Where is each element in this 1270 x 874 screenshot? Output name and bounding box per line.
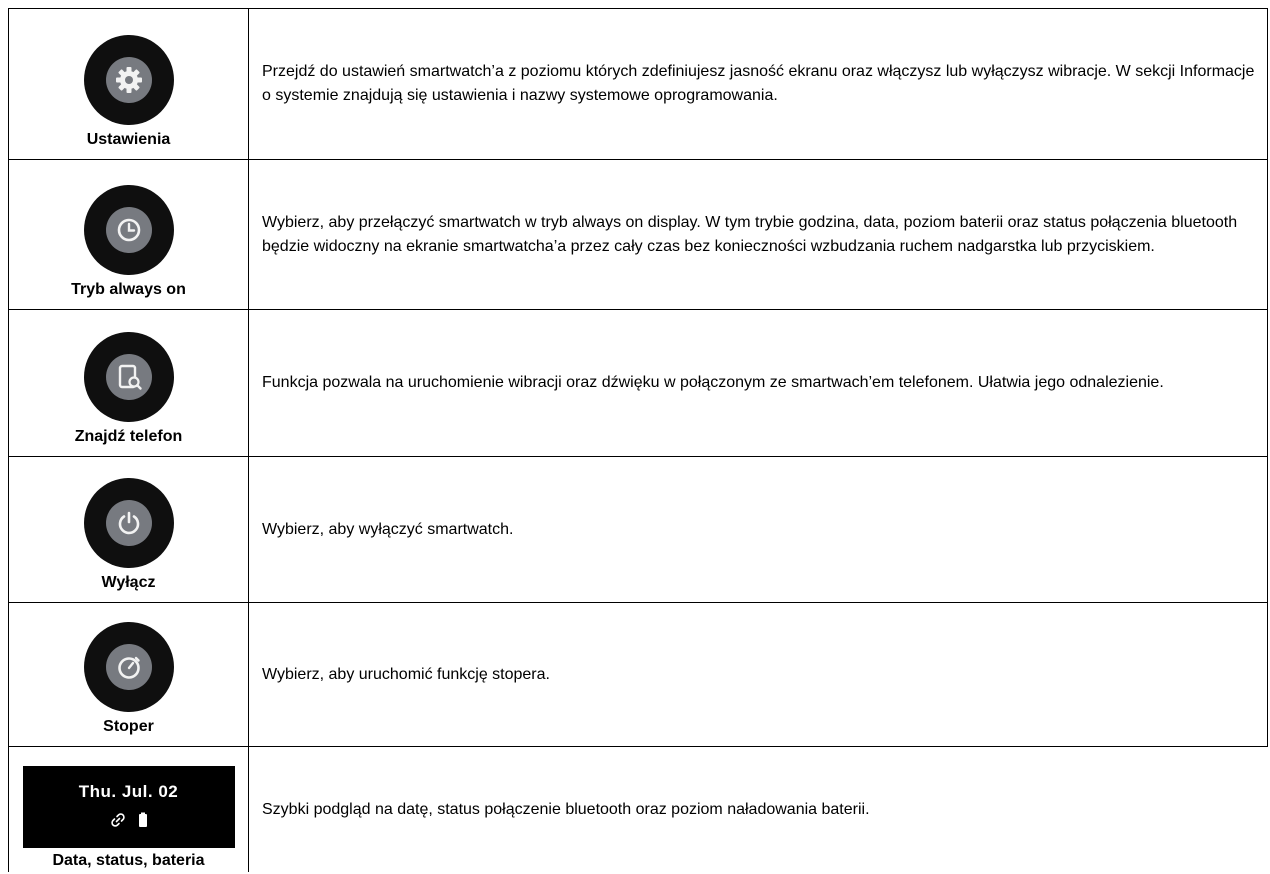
table-row (8, 602, 1268, 746)
feature-description: Szybki podgląd na datę, status połączenie bluetooth oraz poziom naładowania baterii. (262, 800, 870, 818)
stopwatch-app-icon (84, 622, 174, 712)
feature-label: Tryb always on (71, 281, 186, 298)
preview-status-icons (110, 812, 148, 833)
feature-label: Wyłącz (101, 574, 156, 591)
feature-description: Wybierz, aby uruchomić funkcję stopera. (262, 665, 550, 683)
icon-cell (9, 9, 249, 159)
icon-cell (9, 310, 249, 456)
table-row (8, 309, 1268, 456)
table-row (8, 8, 1268, 159)
gear-icon (106, 57, 152, 103)
clock-icon (106, 207, 152, 253)
feature-label: Znajdź telefon (74, 428, 183, 445)
icon-cell (9, 747, 249, 872)
icon-cell (9, 160, 249, 309)
feature-label: Ustawienia (86, 131, 171, 148)
icon-cell (9, 603, 249, 746)
feature-description: Przejdź do ustawień smartwatch’a z poziomu których zdefiniujesz jasność ekranu oraz włączysz lub wyłączysz wibracje. W sekcji Informacje o systemie znajdują się ustawienia i nazwy systemowe oprogramowania. (262, 63, 1255, 104)
watch-status-preview (23, 766, 235, 848)
feature-description: Wybierz, aby wyłączyć smartwatch. (262, 520, 514, 538)
table-row (8, 159, 1268, 309)
settings-app-icon (84, 35, 174, 125)
link-icon (110, 812, 126, 833)
always-on-app-icon (84, 185, 174, 275)
feature-description: Funkcja pozwala na uruchomienie wibracji oraz dźwięku w połączonym ze smartwach’em telefonem. Ułatwia jego odnalezienie. (262, 374, 1164, 391)
feature-label: Stoper (103, 718, 154, 735)
table-row (8, 746, 1268, 872)
preview-date: Thu. Jul. 02 (78, 781, 179, 801)
stopwatch-icon (106, 644, 152, 690)
feature-label: Data, status, bateria (52, 852, 205, 869)
feature-table (8, 8, 1268, 872)
battery-icon (138, 812, 148, 833)
power-off-app-icon (84, 478, 174, 568)
power-icon (106, 500, 152, 546)
table-row (8, 456, 1268, 602)
find-phone-icon (106, 354, 152, 400)
icon-cell (9, 457, 249, 602)
find-phone-app-icon (84, 332, 174, 422)
feature-description: Wybierz, aby przełączyć smartwatch w tryb always on display. W tym trybie godzina, data, poziom baterii oraz status połączenia bluetooth będzie widoczny na ekranie smartwatcha’a przez cały czas bez konieczności wzbudzania ruchem nadgarstka lub przyciskiem. (262, 213, 1238, 255)
